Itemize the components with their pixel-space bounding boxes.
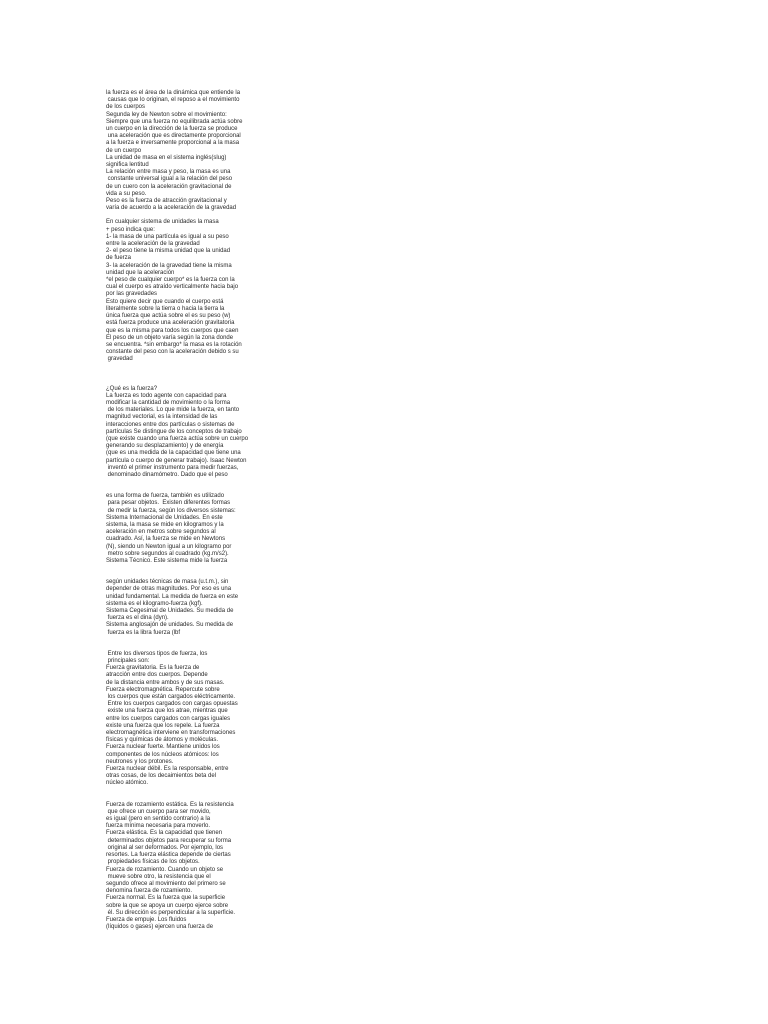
text-line: a la fuerza e inversamente proporcional a la masa — [106, 140, 240, 147]
text-line: Esto quiere decir que cuando el cuerpo está — [106, 298, 224, 305]
text-line: fuerza es la libra fuerza (lbf — [106, 629, 181, 636]
text-line: Fuerza de empuje. Los fluidos — [106, 916, 187, 923]
text-line: Sistema anglosajón de unidades. Su medida de — [106, 622, 234, 629]
text-paragraph — [106, 579, 276, 637]
text-line: Sistema Técnico. Este sistema mide la fuerza — [106, 557, 228, 564]
text-line: significa lentitud — [106, 162, 149, 169]
text-line: entre los cuerpos cargados con cargas iguales — [106, 715, 231, 722]
text-line: cuadrado. Así, la fuerza se mide en Newtons — [106, 536, 226, 543]
text-line: causas que lo originan, el reposo a el movimiento — [106, 97, 240, 104]
text-line: un cuerpo en la dirección de la fuerza se produce — [106, 126, 238, 133]
text-line: Siempre que una fuerza no equilibrada actúa sobre — [106, 118, 243, 125]
text-line: Segunda ley de Newton sobre el movimiento: — [106, 111, 227, 118]
text-line: literalmente sobre la tierra o hacia la tierra la — [106, 305, 225, 312]
text-line: por las gravedades — [106, 291, 158, 298]
text-line: existe una fuerza que los atrae, mientras que — [106, 708, 228, 715]
text-line: entre la aceleración de la gravedad — [106, 241, 200, 248]
text-line: sistema es el kilogramo-fuerza (kgf). — [106, 600, 203, 607]
text-line: inventó el primer instrumento para medir fuerzas, — [106, 464, 239, 471]
text-line: Fuerza nuclear fuerte. Mantiene unidos los — [106, 744, 220, 751]
text-line: Fuerza electromagnética. Repercute sobre — [106, 686, 220, 693]
paragraph-spacer — [106, 212, 276, 219]
text-line: depender de otras magnitudes. Por eso es una — [106, 586, 232, 593]
text-line: para pesar objetos. Existen diferentes formas — [106, 500, 231, 507]
text-line: núcleo atómico. — [106, 780, 149, 787]
text-line: Fuerza nuclear débil. Es la responsable, entre — [106, 766, 229, 773]
text-line: según unidades técnicas de masa (u.t.m.), sin — [106, 579, 229, 586]
text-line: está fuerza produce una aceleración gravitatoria — [106, 320, 235, 327]
text-paragraph — [106, 386, 276, 480]
text-line: unidad que la aceleración — [106, 269, 175, 276]
text-line: ¿Qué es la fuerza? — [106, 385, 158, 392]
text-line: él. Su dirección es perpendicular a la superficie. — [106, 909, 236, 916]
text-line: propiedades físicas de los objetos. — [106, 859, 200, 866]
text-line: fuerza mínima necesaria para moverlo. — [106, 823, 211, 830]
text-line: segundo ofrece al movimiento del primero se — [106, 880, 226, 887]
text-line: aceleración en metros sobre segundos al — [106, 529, 216, 536]
text-line: magnitud vectorial, es la intensidad de las — [106, 414, 218, 421]
text-line: denomina fuerza de rozamiento. — [106, 888, 193, 895]
text-line: (N), siendo un Newton igual a un kilogramo por — [106, 543, 232, 550]
text-line: + peso indica que: — [106, 226, 155, 233]
text-line: 3- la aceleración de la gravedad tiene la misma — [106, 262, 232, 269]
text-line: Fuerza gravitatoria. Es la fuerza de — [106, 665, 200, 672]
text-line: existe una fuerza que los repele. La fuerza — [106, 722, 220, 729]
text-line: Fuerza elástica. Es la capacidad que tienen — [106, 830, 223, 837]
text-line: atracción entre dos cuerpos. Depende — [106, 672, 208, 679]
text-line: Fuerza de rozamiento. Cuando un objeto se — [106, 866, 224, 873]
text-line: unidad fundamental. La medida de fuerza en este — [106, 593, 239, 600]
text-line: Fuerza normal. Es la fuerza que la superficie — [106, 895, 226, 902]
text-line: En cualquier sistema de unidades la masa — [106, 219, 219, 226]
text-line: La unidad de masa en el sistema inglés(slug) — [106, 154, 227, 161]
text-paragraph — [106, 219, 276, 363]
text-line: constante universal igual a la relación del peso — [106, 176, 233, 183]
text-line: varía de acuerdo a la aceleración de la gravedad — [106, 205, 237, 212]
paragraph-spacer — [106, 364, 276, 386]
text-line: es igual (pero en sentido contrario) a la — [106, 816, 211, 823]
text-line: generando su desplazamiento) y de energía — [106, 443, 224, 450]
text-line: vida a su peso. — [106, 190, 147, 197]
text-line: 2- el peso tiene la misma unidad que la unidad — [106, 248, 231, 255]
text-line: *el peso de cualquier cuerpo* es la fuerza con la — [106, 277, 235, 284]
text-paragraph — [106, 651, 276, 788]
text-line: los cuerpos que están cargados eléctricamente. — [106, 694, 236, 701]
text-line: sobre la que se apoya un cuerpo ejerce sobre — [106, 902, 229, 909]
text-line: Peso es la fuerza de atracción gravitacional y — [106, 198, 227, 205]
text-paragraph — [106, 493, 276, 565]
text-line: que es la misma para todos los cuerpos que caen — [106, 327, 239, 334]
text-line: Fuerza de rozamiento estática. Es la resistencia — [106, 801, 234, 808]
text-line: sistema, la masa se mide en kilogramos y la — [106, 521, 224, 528]
text-line: físicas y químicas de átomos y moléculas. — [106, 737, 219, 744]
paragraph-spacer — [106, 788, 276, 802]
text-line: componentes de los núcleos atómicos: los — [106, 751, 219, 758]
paragraph-spacer — [106, 637, 276, 651]
text-line: principales son: — [106, 658, 150, 665]
text-line: determinados objetos para recuperar su forma — [106, 837, 232, 844]
text-paragraph — [106, 90, 276, 212]
text-line: original al ser deformados. Por ejemplo, los — [106, 844, 224, 851]
text-line: partícula o cuerpo de generar trabajo). Isaac Newton — [106, 457, 247, 464]
text-line: de la distancia entre ambos y de sus masas. — [106, 679, 225, 686]
text-line: fuerza es el dina (dyn). — [106, 615, 169, 622]
text-line: de un cuerpo — [106, 147, 142, 154]
text-line: cual el cuerpo es atraído verticalmente hacia bajo — [106, 284, 239, 291]
text-line: electromagnética interviene en transformaciones — [106, 730, 236, 737]
text-paragraph — [106, 802, 276, 932]
text-line: denominado dinamómetro. Dado que el peso — [106, 471, 228, 478]
text-line: 1- la masa de una partícula es igual a su peso — [106, 233, 229, 240]
text-line: mueve sobre otro, la resistencia que el — [106, 873, 211, 880]
text-line: de un cuero con la aceleración gravitacional de — [106, 183, 232, 190]
text-line: (que es una medida de la capacidad que tiene una — [106, 450, 241, 457]
text-line: (líquidos o gases) ejercen una fuerza de — [106, 924, 214, 931]
text-line: es una forma de fuerza, también es utilizado — [106, 493, 225, 500]
text-line: La fuerza es todo agente con capacidad para — [106, 392, 227, 399]
text-line: se encuentra. *sin embargo* la masa es la rotación — [106, 341, 242, 348]
text-line: Sistema Internacional de Unidades. En este — [106, 514, 223, 521]
text-line: constante del peso con la aceleración debido s su — [106, 349, 239, 356]
paragraph-spacer — [106, 565, 276, 579]
text-line: Entre los cuerpos cargados con cargas opuestas — [106, 701, 238, 708]
text-line: de medir la fuerza, según los diversos sistemas: — [106, 507, 236, 514]
text-line: gravedad — [106, 356, 133, 363]
text-line: partículas Se distingue de los conceptos de trabajo — [106, 428, 242, 435]
text-line: de los cuerpos — [106, 104, 146, 111]
text-line: Entre los diversos tipos de fuerza, los — [106, 650, 208, 657]
text-line: El peso de un objeto varía según la zona donde — [106, 334, 234, 341]
text-line: metro sobre segundos al cuadrado (kg.m/s2). — [106, 550, 229, 557]
text-line: una aceleración que es directamente proporcional — [106, 133, 241, 140]
text-line: interacciones entre dos partículas o sistemas de — [106, 421, 235, 428]
paragraph-spacer — [106, 479, 276, 493]
text-line: neutrones y los protones. — [106, 758, 174, 765]
text-line: modificar la cantidad de movimiento o la forma — [106, 399, 231, 406]
text-line: de fuerza — [106, 255, 132, 262]
text-line: única fuerza que actúa sobre el es su peso (w) — [106, 313, 231, 320]
document-page — [106, 90, 276, 931]
text-line: Sistema Cegesimal de Unidades. Su medida de — [106, 608, 234, 614]
text-line: La relación entre masa y peso, la masa es una — [106, 169, 231, 176]
text-line: que ofrece un cuerpo para ser movido, — [106, 808, 211, 815]
text-line: de los materiales. Lo que mide la fuerza, en tanto — [106, 407, 240, 414]
text-line: otras cosas, de los decaimientos beta del — [106, 773, 217, 780]
text-line: la fuerza es el área de la dinámica que entiende la — [106, 90, 241, 96]
text-line: (que existe cuando una fuerza actúa sobre un cuerpo — [106, 435, 249, 442]
text-line: resortes. La fuerza elástica depende de ciertas — [106, 852, 231, 859]
